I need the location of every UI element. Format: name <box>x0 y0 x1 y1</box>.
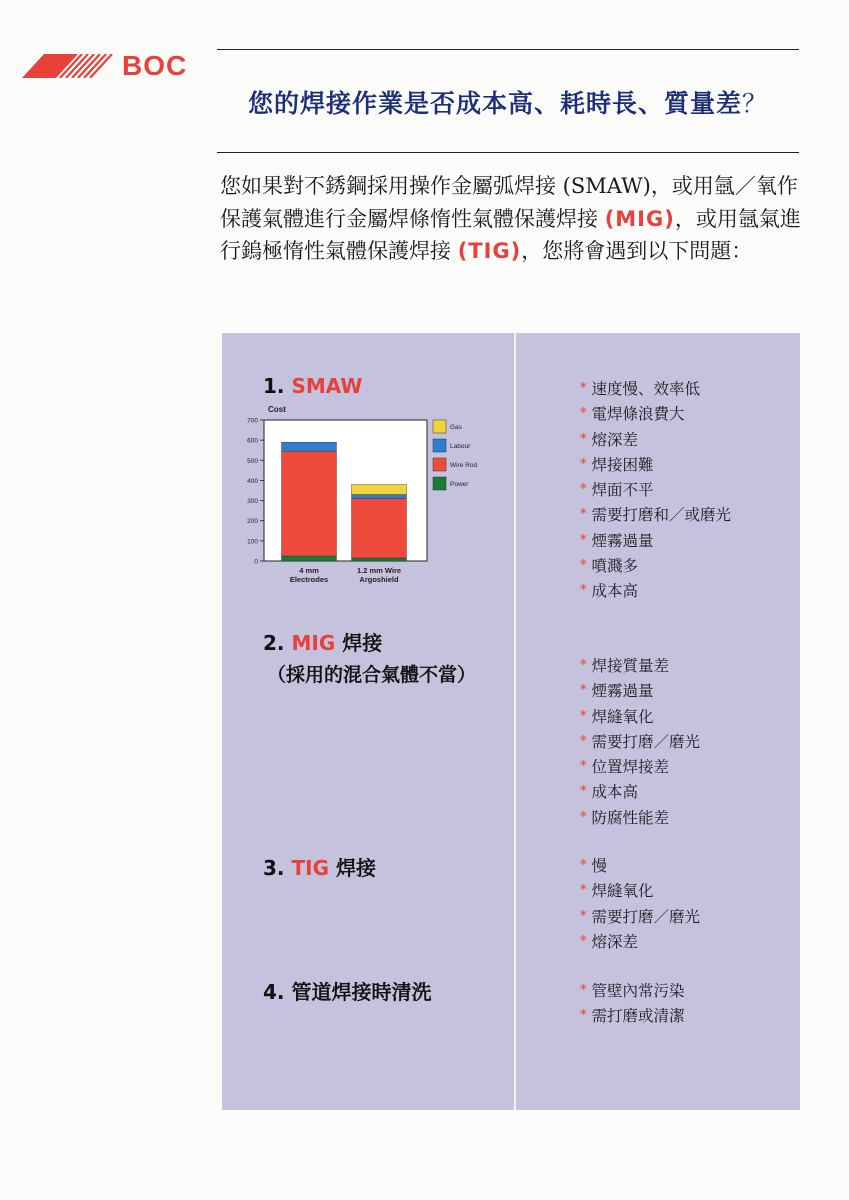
section-number: 3. <box>263 856 292 880</box>
bar-segment <box>352 495 407 499</box>
list-item <box>580 704 700 729</box>
bar-segment <box>352 558 407 561</box>
list-item <box>580 1003 685 1028</box>
list-item <box>580 401 731 426</box>
problem-text: 成本高 <box>591 783 639 802</box>
section-rest: 管道焊接時清洗 <box>291 980 432 1004</box>
bullet-star-icon: * <box>580 908 587 924</box>
y-tick-label: 600 <box>247 437 258 445</box>
bullet-star-icon: * <box>580 708 587 724</box>
problem-text: 焊縫氧化 <box>591 882 654 901</box>
bullet-star-icon: * <box>580 583 587 599</box>
bullet-star-icon: * <box>580 883 587 899</box>
legend-swatch <box>433 458 446 471</box>
legend-swatch <box>433 439 446 452</box>
bullet-star-icon: * <box>580 784 587 800</box>
x-category-label: Electrodes <box>289 575 329 584</box>
section-smaw <box>263 374 362 398</box>
problem-text: 熔深差 <box>591 932 639 951</box>
legend-label: Wire Rod <box>450 462 478 469</box>
bullet-star-icon: * <box>580 733 587 749</box>
list-item <box>580 805 700 830</box>
problem-text: 管壁內常污染 <box>591 982 685 1000</box>
legend-swatch <box>433 477 446 490</box>
section-number: 2. <box>263 631 292 655</box>
logo-stripes-icon <box>22 54 114 78</box>
bar-segment <box>282 442 337 451</box>
list-item <box>580 754 700 779</box>
problem-text: 焊縫氧化 <box>591 707 654 726</box>
brand-name: BOC <box>122 50 188 81</box>
problem-text: 電焊條浪費大 <box>591 405 685 424</box>
problem-text: 慢 <box>591 857 608 875</box>
list-item <box>580 578 731 603</box>
problem-text: 焊接質量差 <box>591 657 670 675</box>
headline-question-mark: ？ <box>742 89 769 118</box>
legend-label: Labour <box>450 443 471 450</box>
section-rest: 焊接 <box>335 631 383 655</box>
bullet-star-icon: * <box>580 381 587 396</box>
section-accent: TIG <box>291 856 329 880</box>
page-title <box>217 84 799 120</box>
problem-text: 速度慢、效率低 <box>591 380 701 398</box>
list-item <box>580 878 700 903</box>
headline-text: 您的焊接作業是否成本高、耗時長、質量差 <box>247 89 742 118</box>
bar-segment <box>352 484 407 494</box>
y-tick-label: 400 <box>247 477 258 485</box>
section-accent: MIG <box>291 631 336 655</box>
legend-label: Gas <box>450 424 462 431</box>
mid-rule <box>217 152 799 153</box>
bullet-star-icon: * <box>580 532 587 548</box>
problem-text: 需打磨或清潔 <box>591 1007 685 1026</box>
problem-text: 成本高 <box>591 582 639 601</box>
y-tick-label: 100 <box>247 538 258 546</box>
list-item <box>580 553 731 578</box>
top-rule <box>217 49 799 50</box>
bullet-star-icon: * <box>580 658 587 673</box>
problem-text: 熔深差 <box>591 430 639 449</box>
section-rest: 焊接 <box>328 856 376 880</box>
section-mig <box>263 627 476 687</box>
legend-label: Power <box>450 481 469 488</box>
list-item <box>580 729 700 754</box>
list-item <box>580 853 700 878</box>
bullet-star-icon: * <box>580 1008 587 1024</box>
problem-text: 噴濺多 <box>591 557 639 576</box>
bullet-star-icon: * <box>580 809 587 825</box>
bullet-star-icon: * <box>580 482 587 498</box>
problems-list-tig <box>580 853 700 954</box>
list-item <box>580 779 700 804</box>
y-axis-label: Cost <box>268 405 286 414</box>
list-item <box>580 502 731 527</box>
list-item <box>580 978 685 1003</box>
intro-tig: (TIG) <box>457 239 522 263</box>
y-tick-label: 200 <box>247 518 258 526</box>
section-tig <box>263 852 376 881</box>
bullet-star-icon: * <box>580 683 587 699</box>
list-item <box>580 653 700 678</box>
intro-part-3: ，您將會遇到以下問題： <box>521 239 753 263</box>
list-item <box>580 477 731 502</box>
panel-divider <box>514 333 516 1110</box>
intro-part-2: ，或用氬氣進行鎢極惰性氣體保護焊接 <box>220 206 801 263</box>
list-item <box>580 376 731 401</box>
bullet-star-icon: * <box>580 759 587 775</box>
problem-text: 需要打磨／磨光 <box>591 732 701 751</box>
bar-segment <box>352 499 407 558</box>
bullet-star-icon: * <box>580 431 587 447</box>
section-number: 4. <box>263 980 292 1004</box>
bar-segment <box>282 556 337 561</box>
bullet-star-icon: * <box>580 858 587 873</box>
y-tick-label: 300 <box>247 498 258 506</box>
x-category-label: Argoshield <box>359 575 399 584</box>
y-tick-label: 500 <box>247 457 258 465</box>
bullet-star-icon: * <box>580 558 587 574</box>
list-item <box>580 528 731 553</box>
intro-part-1: 您如果對不銹鋼採用操作金屬弧焊接 (SMAW)，或用氬／氧作保護氣體進行金屬焊條惰性氣體保護焊接 <box>220 174 798 231</box>
bullet-star-icon: * <box>580 507 587 523</box>
list-item <box>580 427 731 452</box>
section-accent: SMAW <box>291 374 363 398</box>
legend-swatch <box>433 420 446 433</box>
intro-paragraph <box>220 170 805 268</box>
boc-logo <box>22 50 202 86</box>
problem-text: 焊面不平 <box>591 481 654 500</box>
section-number: 1. <box>263 374 292 398</box>
bullet-star-icon: * <box>580 983 587 998</box>
problem-text: 防腐性能差 <box>591 808 670 827</box>
problems-list-mig <box>580 653 700 830</box>
problem-text: 需要打磨和／或磨光 <box>591 506 732 525</box>
list-item <box>580 904 700 929</box>
cost-chart <box>234 400 494 590</box>
problem-text: 煙霧過量 <box>591 531 654 550</box>
problem-text: 煙霧過量 <box>591 682 654 701</box>
list-item <box>580 452 731 477</box>
section-subtitle: （採用的混合氣體不當） <box>267 664 477 686</box>
y-tick-label: 0 <box>254 558 258 566</box>
bullet-star-icon: * <box>580 933 587 949</box>
bullet-star-icon: * <box>580 406 587 422</box>
problem-text: 焊接困難 <box>591 455 654 474</box>
bullet-star-icon: * <box>580 456 587 472</box>
problems-list-pipe <box>580 978 685 1029</box>
x-category-label: 1.2 mm Wire <box>356 566 402 575</box>
problem-text: 位置焊接差 <box>591 758 670 777</box>
bar-segment <box>282 451 337 556</box>
y-tick-label: 700 <box>247 417 258 425</box>
list-item <box>580 929 700 954</box>
list-item <box>580 678 700 703</box>
x-category-label: 4 mm <box>299 566 319 575</box>
problem-text: 需要打磨／磨光 <box>591 907 701 926</box>
problems-list-smaw <box>580 376 731 604</box>
intro-mig: (MIG) <box>604 206 675 231</box>
section-pipe-welding <box>263 976 431 1005</box>
